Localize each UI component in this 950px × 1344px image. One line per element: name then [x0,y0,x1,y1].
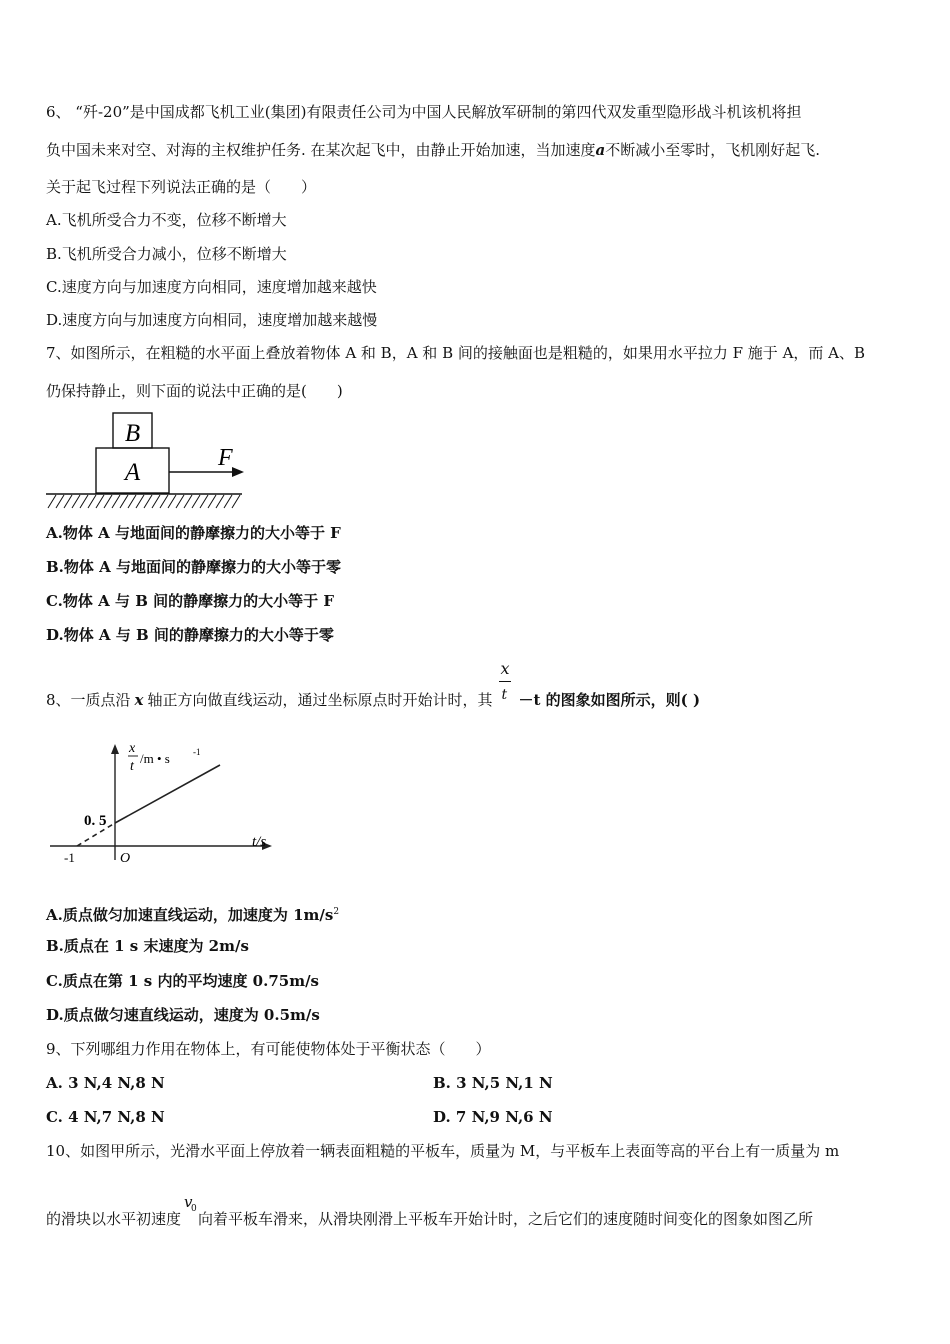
q7-option-d: D.物体 A 与 B 间的静摩擦力的大小等于零 [46,626,334,644]
q8-stem-c: －t 的图象如图所示，则( ) [518,691,701,709]
force-label: F [218,445,233,471]
q10-v0 [181,1193,198,1224]
q8-graph [44,738,279,868]
intercept-label: 0. 5 [84,813,107,829]
q10-stem-line2 [46,1193,814,1229]
q9-option-c: C. 4 N,7 N,8 N [46,1108,165,1126]
q10-stem-line1: 10、如图甲所示，光滑水平面上停放着一辆表面粗糙的平板车，质量为 M，与平板车上表面等高的平台上有一质量为 m [46,1142,840,1160]
q6-option-d: D.速度方向与加速度方向相同，速度增加越来越慢 [46,311,378,329]
q10-v0-sub: 0 [191,1204,197,1214]
q8-fraction [497,659,517,705]
q6-var-a: a [595,141,606,159]
block-a-label: A [124,459,141,486]
x-axis-label: t/s [252,834,267,850]
q8-option-b: B.质点在 1 s 末速度为 2m/s [46,937,249,955]
q6-option-b: B.飞机所受合力减小，位移不断增大 [46,245,287,263]
q10-stem-line2-b: 向着平板车滑来，从滑块刚滑上平板车开始计时，之后它们的速度随时间变化的图象如图乙所 [198,1210,814,1228]
q8-option-d: D.质点做匀速直线运动，速度为 0.5m/s [46,1006,320,1024]
q9-option-b: B. 3 N,5 N,1 N [433,1074,553,1092]
q8-option-c: C.质点在第 1 s 内的平均速度 0.75m/s [46,972,319,990]
q9-stem: 9、下列哪组力作用在物体上，有可能使物体处于平衡状态（ ） [46,1040,491,1058]
q7-option-c: C.物体 A 与 B 间的静摩擦力的大小等于 F [46,592,334,610]
q9-option-a: A. 3 N,4 N,8 N [46,1074,165,1092]
q6-option-c: C.速度方向与加速度方向相同，速度增加越来越快 [46,278,377,296]
q6-stem-line2-a: 负中国未来对空、对海的主权维护任务. 在某次起飞中，由静止开始加速，当加速度 [46,141,596,159]
block-b-label: B [124,420,141,447]
ground-hatch [48,495,240,508]
force-arrow-head [232,467,244,477]
q6-stem-line2-b: 不断减小至零时，飞机刚好起飞. [605,141,821,159]
q7-blocks-figure [44,410,249,512]
origin-label: O [120,851,131,866]
q10-v0-main: v [184,1193,193,1211]
q7-option-b: B.物体 A 与地面间的静摩擦力的大小等于零 [46,558,341,576]
q10-stem-line2-a: 的滑块以水平初速度 [46,1210,182,1228]
q8-option-a-text: A.质点做匀加速直线运动，加速度为 1m/s [46,906,334,924]
q8-stem-b: 轴正方向做直线运动，通过坐标原点时开始计时，其 [147,691,493,709]
q6-stem-line2 [46,140,820,160]
q6-stem-line1: 6、 “歼-20”是中国成都飞机工业(集团)有限责任公司为中国人民解放军研制的第四代双发重型隐形战斗机该机将担 [46,103,802,121]
q9-option-d: D. 7 N,9 N,6 N [433,1108,553,1126]
q6-stem-line3: 关于起飞过程下列说法正确的是（ ） [46,178,317,196]
q7-stem-line2: 仍保持静止，则下面的说法中正确的是( ) [46,382,343,400]
q8-stem-a: 8、一质点沿 [46,691,131,709]
q8-var-x: x [134,691,144,709]
y-axis-label-num: x [129,741,136,756]
q7-stem-line1: 7、如图所示，在粗糙的水平面上叠放着物体 A 和 B，A 和 B 间的接触面也是粗糙的，如果用水平拉力 F 施于 A，而 A、B [46,344,866,362]
y-axis-unit: /m • s [140,751,170,766]
q7-option-a: A.物体 A 与地面间的静摩擦力的大小等于 F [46,524,341,542]
y-axis-arrow [111,744,119,754]
q8-stem [46,659,701,710]
q8-option-a-exp: 2 [333,907,340,917]
y-axis-unit-exp: -1 [193,747,201,757]
q8-frac-num: x [500,659,510,678]
q6-option-a: A.飞机所受合力不变，位移不断增大 [46,211,287,229]
q8-option-a [46,902,339,925]
y-axis-label-den: t [130,759,134,774]
neg-one-label: -1 [64,850,75,865]
q8-frac-den: t [501,687,508,703]
q8-frac-bar [499,681,511,682]
